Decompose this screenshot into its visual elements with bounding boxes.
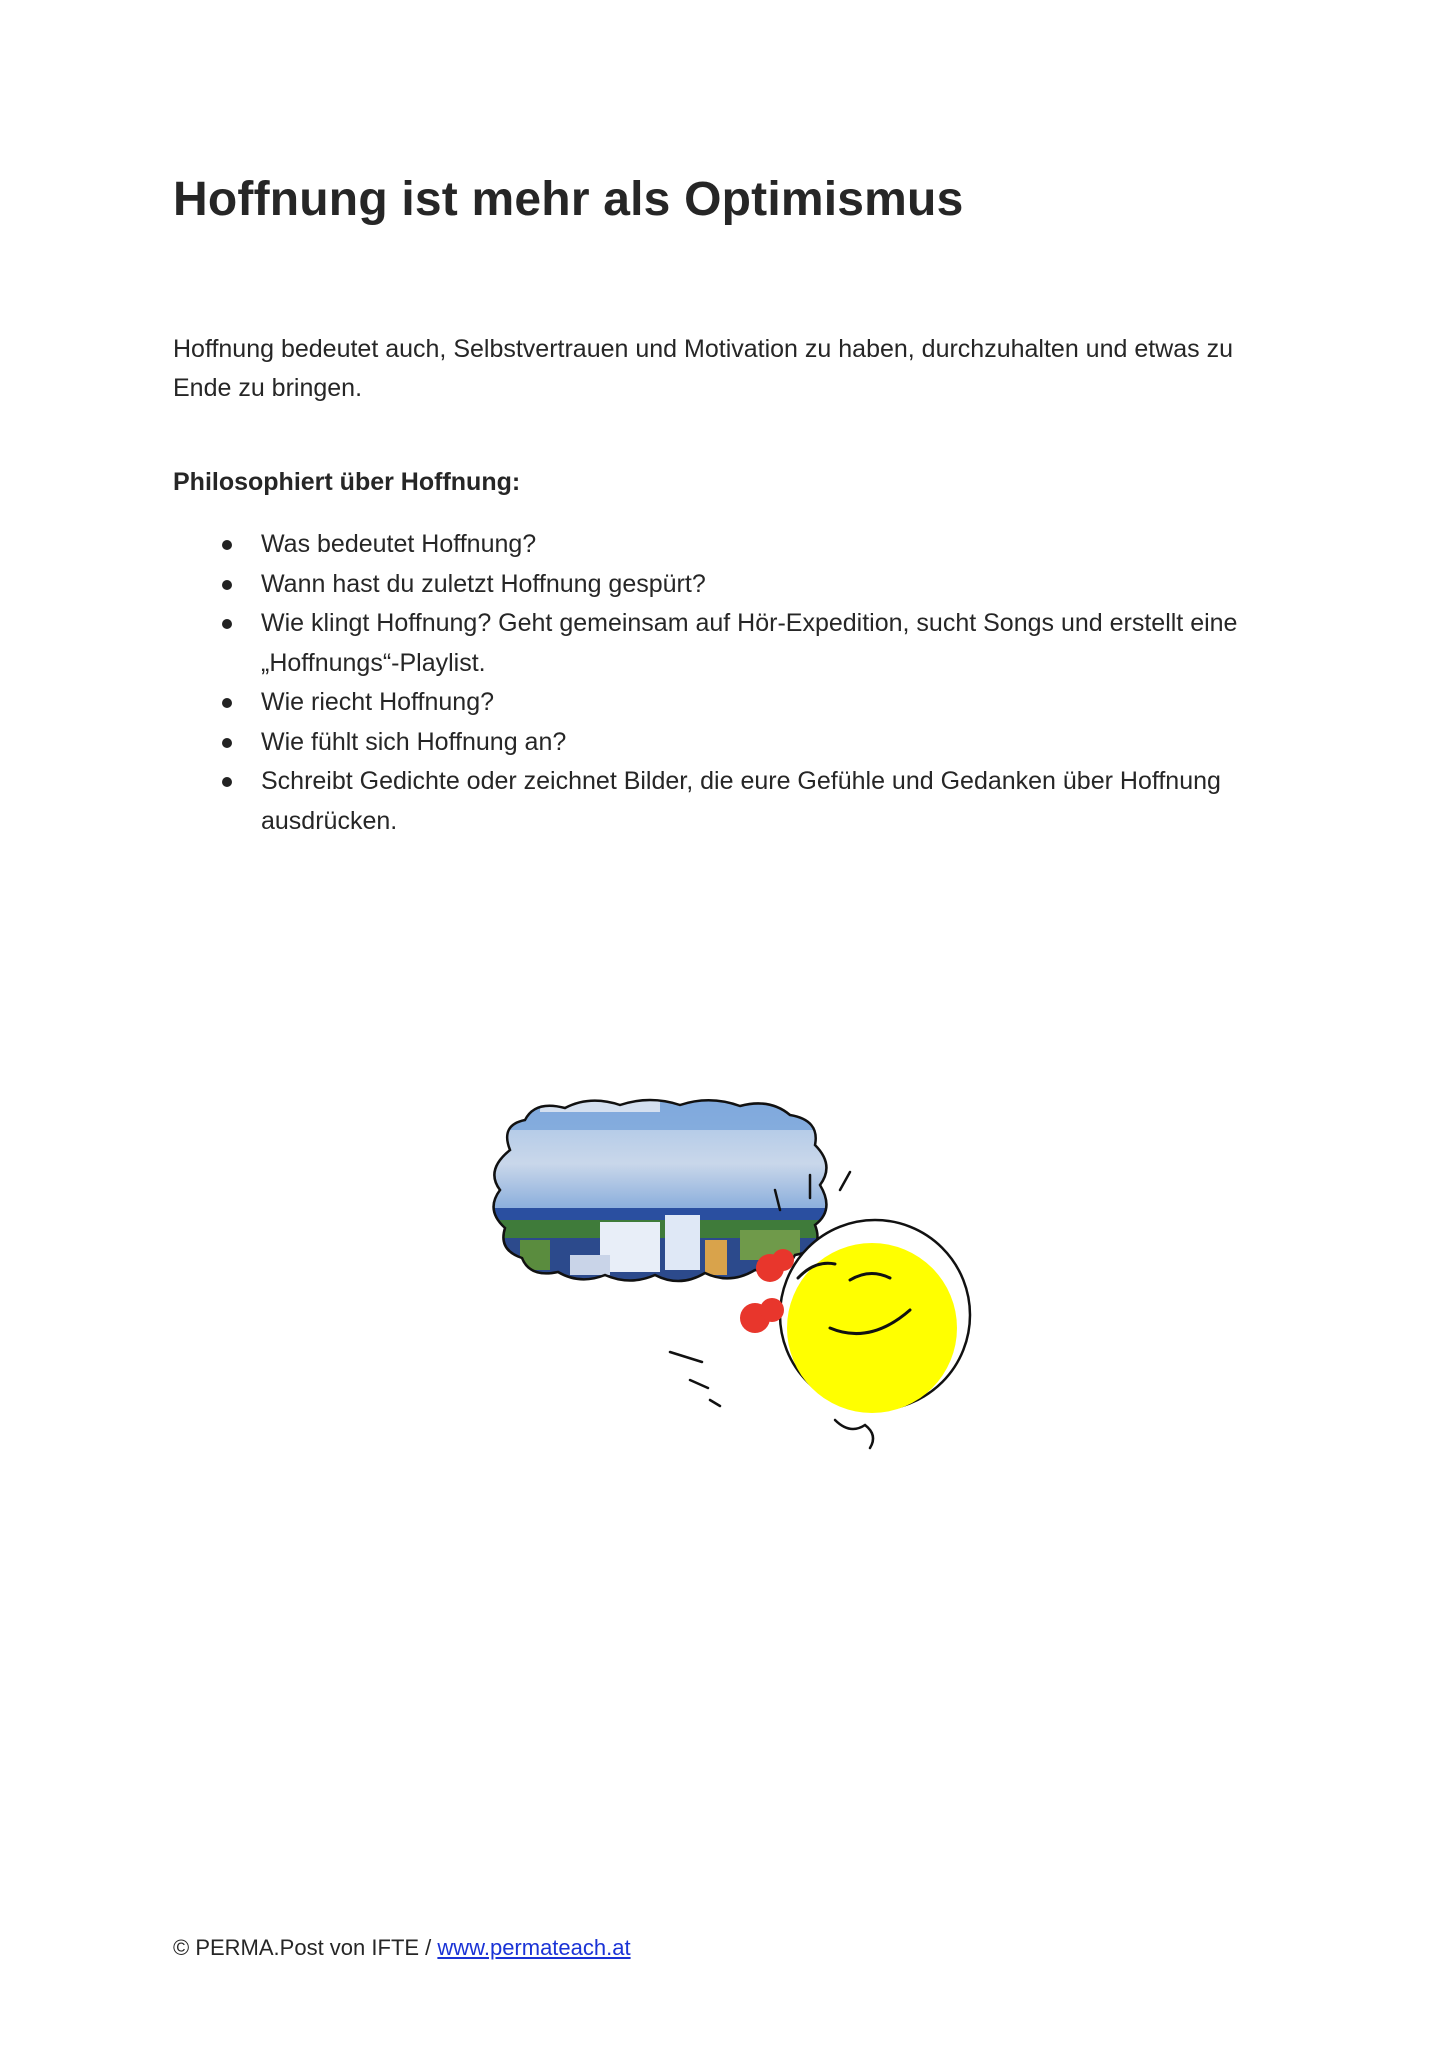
bullet-icon: [222, 777, 232, 787]
list-item: [173, 565, 1293, 605]
list-item-text: Wie klingt Hoffnung? Geht gemeinsam auf Hör-Expedition, sucht Songs und erstellt eine „Hoffnungs“-Playlist.: [261, 609, 1238, 677]
bullet-icon: [222, 580, 232, 590]
website-link[interactable]: www.permateach.at: [437, 1935, 631, 1960]
bullet-icon: [222, 698, 232, 708]
list-item: [173, 683, 1293, 723]
list-item-text: Schreibt Gedichte oder zeichnet Bilder, die eure Gefühle und Gedanken über Hoffnung ausdrücken.: [261, 767, 1221, 835]
list-item: [173, 762, 1293, 841]
smiley-face: [780, 1220, 970, 1448]
list-item-text: Was bedeutet Hoffnung?: [261, 530, 537, 558]
list-item-text: Wie fühlt sich Hoffnung an?: [261, 727, 567, 756]
bullet-icon: [222, 738, 232, 748]
bullet-icon: [222, 619, 232, 629]
hope-smiley-illustration: [480, 1090, 1020, 1470]
page-title: Hoffnung ist mehr als Optimismus: [173, 173, 964, 226]
list-item: [173, 604, 1293, 683]
copyright-text: © PERMA.Post von IFTE /: [173, 1935, 438, 1960]
list-item: [173, 525, 1293, 565]
list-item-text: Wie riecht Hoffnung?: [261, 688, 494, 716]
list-item-text: Wann hast du zuletzt Hoffnung gespürt?: [261, 569, 706, 598]
intro-paragraph: Hoffnung bedeutet auch, Selbstvertrauen und Motivation zu haben, durchzuhalten und etwas zu Ende zu bringen.: [173, 335, 1233, 402]
section-heading: Philosophiert über Hoffnung:: [173, 468, 521, 496]
footer-credit: [173, 1935, 631, 1961]
list-item: [173, 723, 1293, 763]
bullet-icon: [222, 540, 232, 550]
question-list: [173, 525, 1293, 841]
